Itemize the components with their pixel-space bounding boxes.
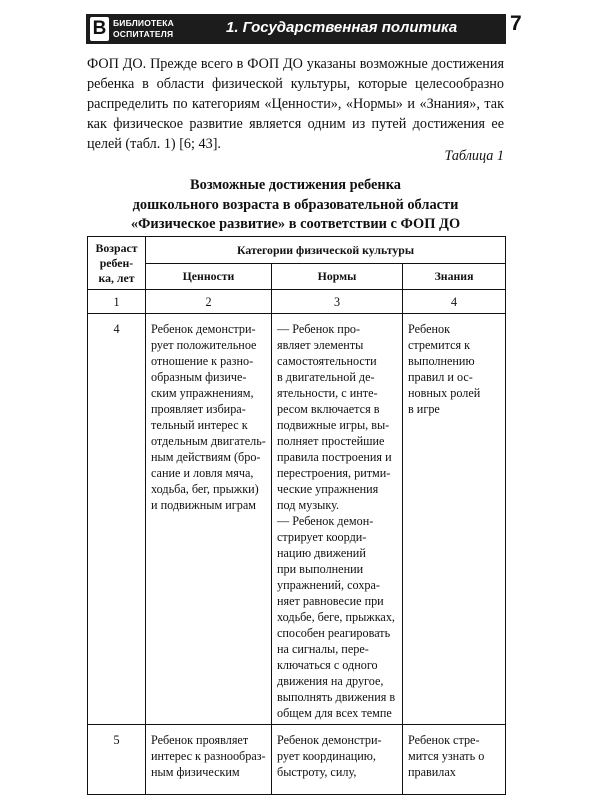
- header-age: Возраст ребен- ка, лет: [88, 237, 146, 290]
- table-row: [88, 725, 506, 795]
- chapter-title: 1. Государственная политика: [226, 19, 458, 36]
- table-title-line-1: Возможные достижения ребенка: [190, 177, 401, 193]
- column-number: 4: [403, 290, 506, 314]
- table-subheader-row: [88, 264, 506, 290]
- table-header-row: [88, 237, 506, 264]
- values-text: Ребенок проявляет интерес к разнообраз- ным физическим: [151, 733, 266, 779]
- table-title: [87, 176, 504, 235]
- header-knowledge: Знания: [403, 264, 506, 290]
- knowledge-text: Ребенок стремится к выполнению правил и ос- новных ролей в игре: [408, 322, 481, 416]
- header-norms: Нормы: [272, 264, 403, 290]
- header-categories: Категории физической культуры: [146, 237, 506, 264]
- values-cell: [146, 725, 272, 795]
- series-logo-text: [113, 18, 173, 39]
- column-numbers-row: [88, 290, 506, 314]
- norms-text: Ребенок демонстри- рует координацию, быстроту, силу,: [277, 733, 382, 779]
- table-row: [88, 314, 506, 725]
- knowledge-text: Ребенок стре- мится узнать о правилах: [408, 733, 485, 779]
- knowledge-cell: [403, 314, 506, 725]
- knowledge-cell: [403, 725, 506, 795]
- table-title-line-2: дошкольного возраста в образовательной области: [132, 196, 459, 213]
- norms-cell: [272, 314, 403, 725]
- logo-line-2: ОСПИТАТЕЛЯ: [113, 28, 174, 39]
- table-title-line-3: «Физическое развитие» в соответствии с ФОП ДО: [130, 216, 461, 232]
- table-caption: Таблица 1: [444, 148, 504, 164]
- age-cell: 4: [88, 314, 146, 725]
- header-values: Ценности: [146, 264, 272, 290]
- achievements-table: [87, 236, 506, 795]
- column-number: 1: [88, 290, 146, 314]
- values-text: Ребенок демонстри- рует положительное отношение к разно- образным физиче- ским упражнениям, проявляет избира- тельный интерес к отдельным двигатель- ным действиям (бро- сание и ловля мяча, ходьба, бег, прыжки) и подвижным играм: [151, 322, 266, 512]
- series-logo-icon: В: [90, 17, 109, 41]
- logo-line-1: БИБЛИОТЕКА: [113, 18, 174, 28]
- values-cell: [146, 314, 272, 725]
- norms-cell: [272, 725, 403, 795]
- intro-paragraph: ФОП ДО. Прежде всего в ФОП ДО указаны возможные достижения ребенка в области физической культуры, которые целесообразно распределить по категориям «Ценности», «Нормы» и «Знания», так как физическое развитие является одним из путей достижения ее целей (табл. 1) [6; 43].: [87, 56, 504, 152]
- age-cell: 5: [88, 725, 146, 795]
- page-number: 7: [510, 12, 522, 35]
- page-header: [86, 14, 506, 44]
- column-number: 2: [146, 290, 272, 314]
- norms-text: — Ребенок про- являет элементы самостоятельности в двигательной де- ятельности, с инте- ресом включается в подвижные игры, вы- полняет простейшие правила построения и перестроения, ритми- ческие упражнения под музыку. — Ребенок демон- стрирует коорди- нацию движений при выполнении упражнений, сохра- няет равновесие при ходьбе, беге, прыжках, способен реагировать на сигналы, пере- ключаться с одного движения на другое, выполнять движения в общем для всех темпе: [277, 322, 396, 720]
- column-number: 3: [272, 290, 403, 314]
